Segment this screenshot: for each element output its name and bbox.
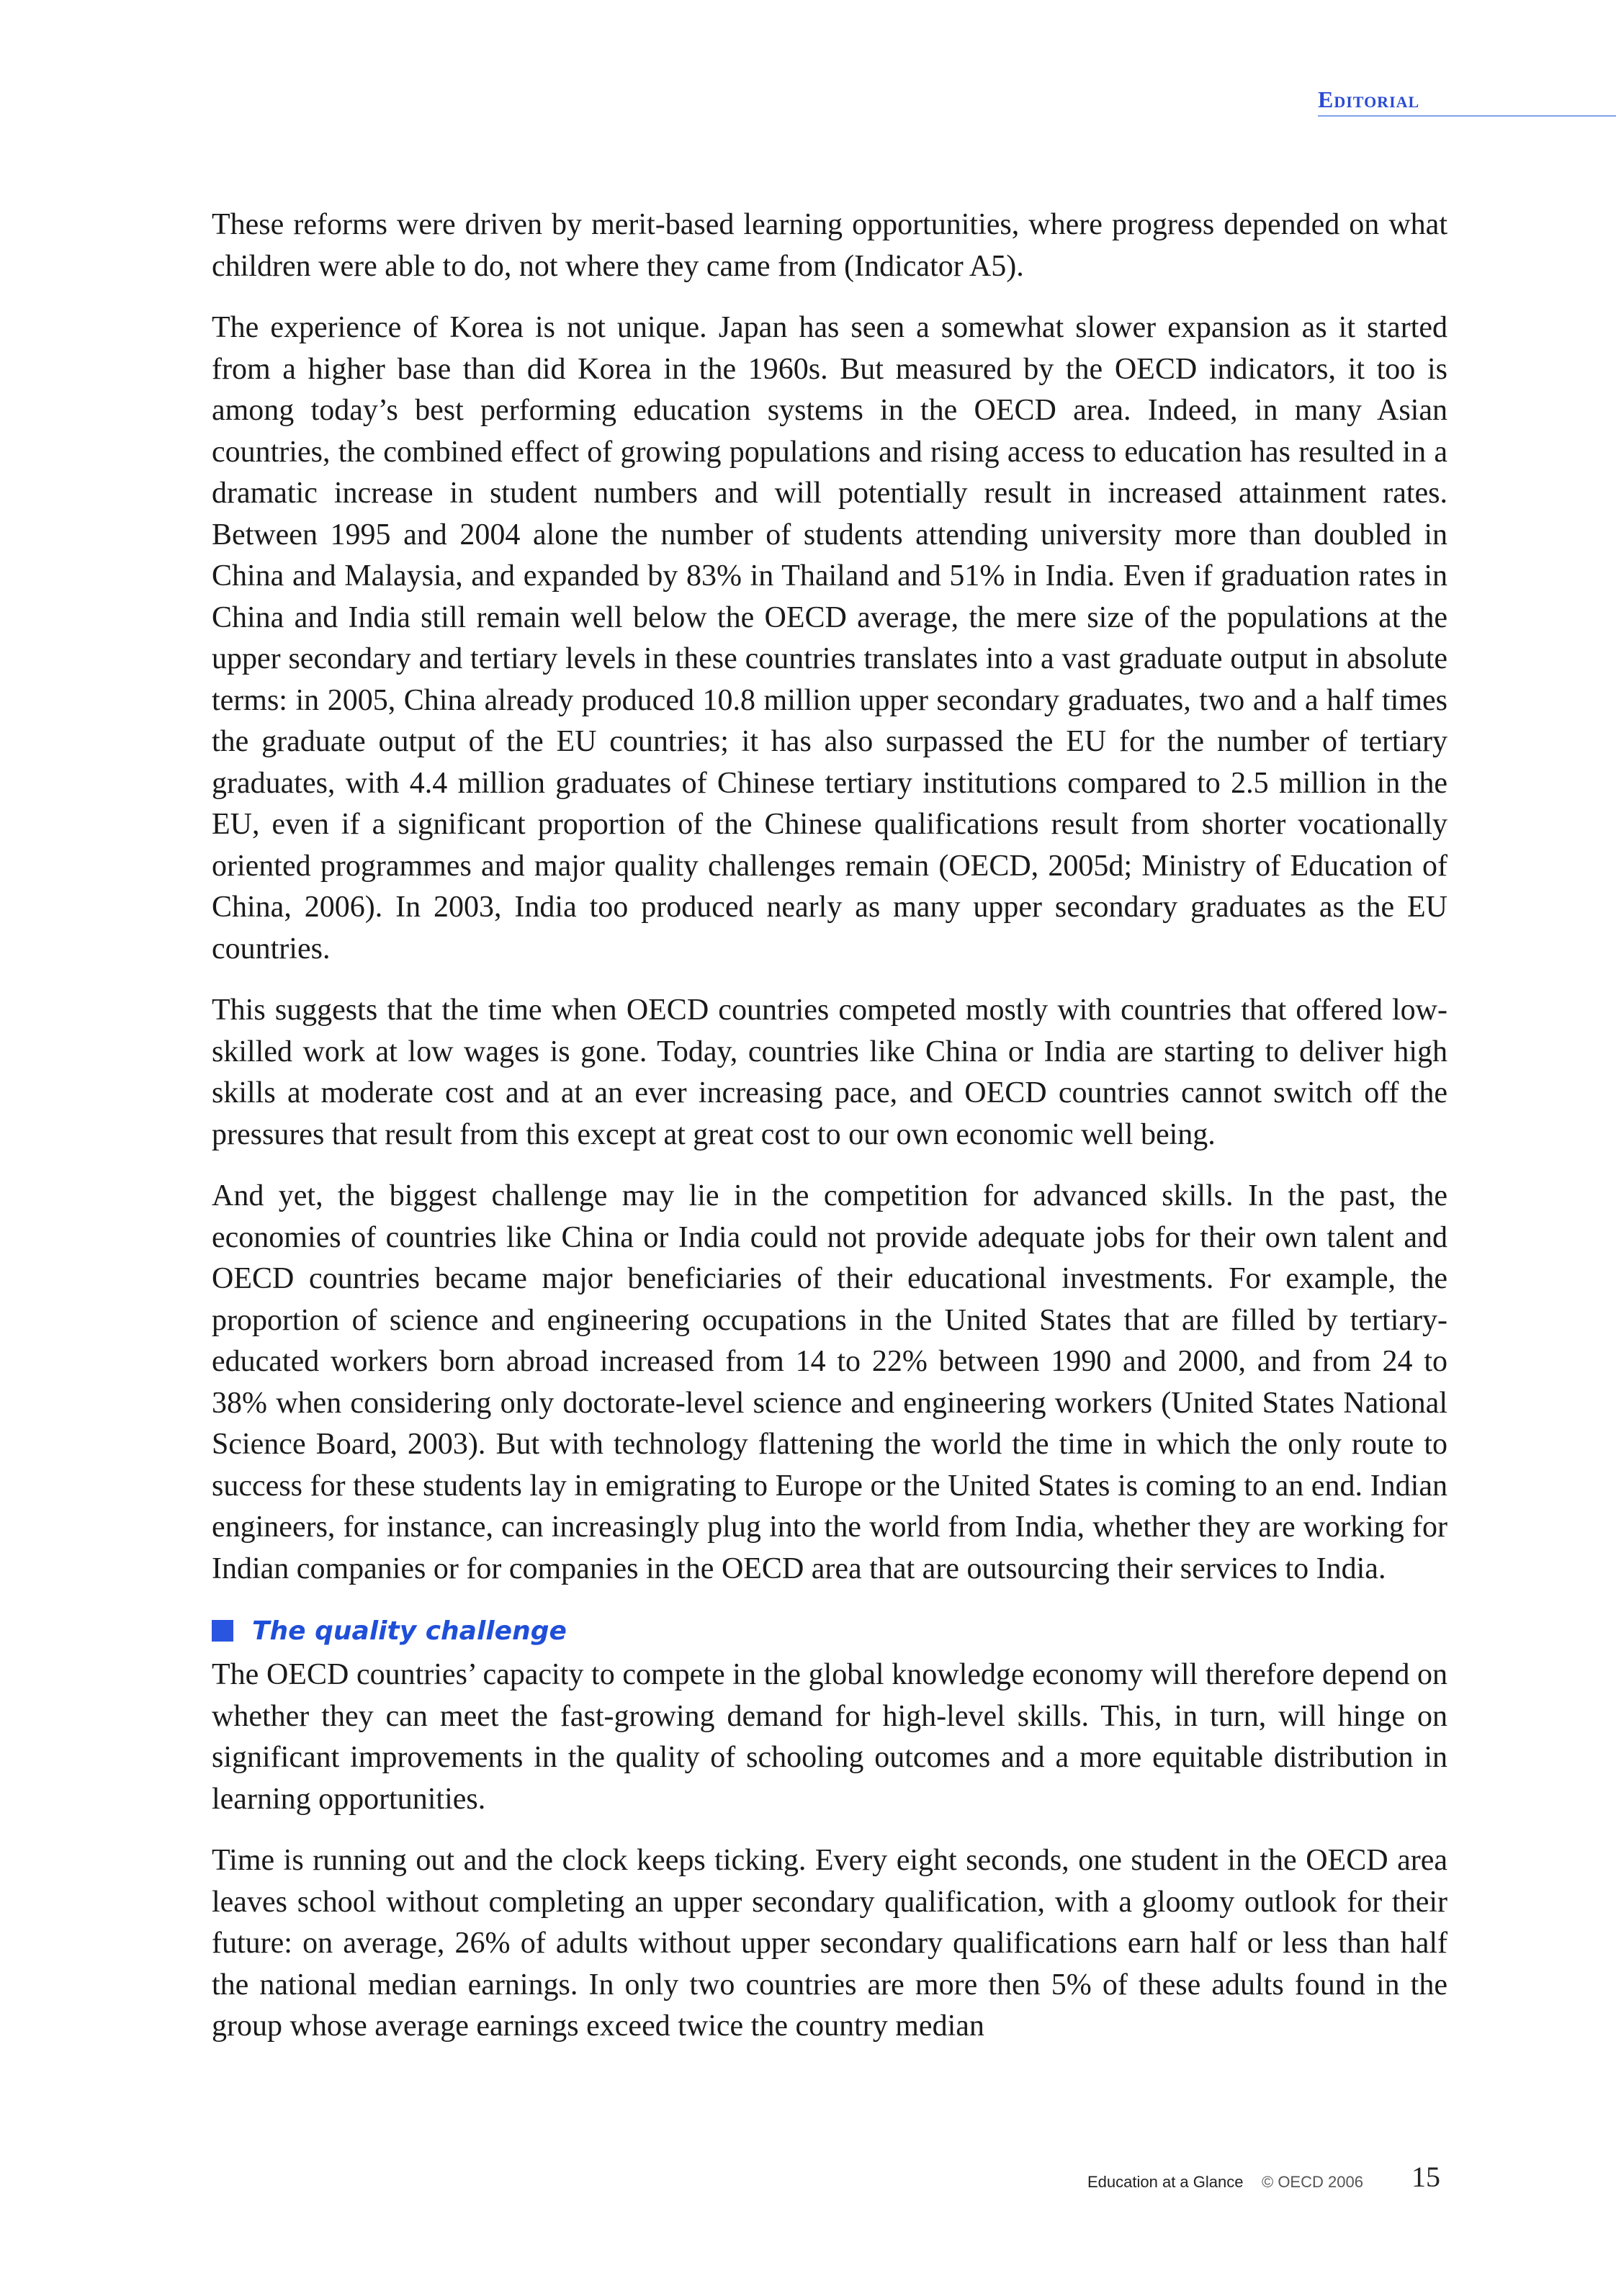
- paragraph: Time is running out and the clock keeps ticking. Every eight seconds, one student in the OECD area leaves school without completing an upper secondary qualification, with a gloomy outlook for their future: on average, 26% of adults without upper secondary qualifications earn half or less than half the national median earnings. In only two countries are more then 5% of these adults found in the group whose average earnings exceed twice the country median: [212, 1844, 1447, 2043]
- section-heading: [212, 1610, 1447, 1652]
- section-title: The quality challenge: [252, 1616, 567, 1646]
- paragraph: These reforms were driven by merit-based learning opportunities, where progress depended on what children were able to do, not where they came from (Indicator A5).: [212, 208, 1447, 283]
- main-content: [212, 204, 1447, 2068]
- header-rule: [1318, 115, 1616, 117]
- header-label: Editorial: [1318, 86, 1420, 112]
- footer-publication: Education at a Glance: [1087, 2173, 1244, 2191]
- footer-copyright: © OECD 2006: [1262, 2173, 1363, 2191]
- square-bullet-icon: [212, 1620, 233, 1642]
- page-footer: [1087, 2160, 1505, 2203]
- paragraph: This suggests that the time when OECD countries competed mostly with countries that offered low-skilled work at low wages is gone. Today, countries like China or India are starting to deliver high skills at moderate cost and at an ever increasing pace, and OECD countries cannot switch off the pressures that result from this except at great cost to our own economic well being.: [212, 994, 1447, 1151]
- paragraph: The OECD countries’ capacity to compete in the global knowledge economy will therefore depend on whether they can meet the fast-growing demand for high-level skills. This, in turn, will hinge on significant improvements in the quality of schooling outcomes and a more equitable distribution in learning opportunities.: [212, 1658, 1447, 1816]
- running-header: [1267, 86, 1616, 118]
- page-number: 15: [1411, 2161, 1440, 2193]
- paragraph: And yet, the biggest challenge may lie in the competition for advanced skills. In the past, the economies of countries like China or India could not provide adequate jobs for their own talent and OECD countries became major beneficiaries of their educational investments. For example, the proportion of science and engineering occupations in the United States that are filled by tertiary-educated workers born abroad increased from 14 to 22% between 1990 and 2000, and from 24 to 38% when considering only doctorate-level science and engineering workers (United States National Science Board, 2003). But with technology flattening the world the time in which the only route to success for these students lay in emigrating to Europe or the United States is coming to an end. Indian engineers, for instance, can increasingly plug into the world from India, whether they are working for Indian companies or for companies in the OECD area that are outsourcing their services to India.: [212, 1179, 1447, 1585]
- paragraph: The experience of Korea is not unique. Japan has seen a somewhat slower expansion as it started from a higher base than did Korea in the 1960s. But measured by the OECD indicators, it too is among today’s best performing education systems in the OECD area. Indeed, in many Asian countries, the combined effect of growing populations and rising access to education has resulted in a dramatic increase in student numbers and will potentially result in increased attainment rates. Between 1995 and 2004 alone the number of students attending university more than doubled in China and Malaysia, and expanded by 83% in Thailand and 51% in India. Even if graduation rates in China and India still remain well below the OECD average, the mere size of the populations at the upper secondary and tertiary levels in these countries translates into a vast graduate output in absolute terms: in 2005, China already produced 10.8 million upper secondary graduates, two and a half times the graduate output of the EU countries; it has also surpassed the EU for the number of tertiary graduates, with 4.4 million graduates of Chinese tertiary institutions compared to 2.5 million in the EU, even if a significant proportion of the Chinese qualifications result from shorter vocationally oriented programmes and major quality challenges remain (OECD, 2005d; Ministry of Education of China, 2006). In 2003, India too produced nearly as many upper secondary graduates as the EU countries.: [212, 311, 1447, 965]
